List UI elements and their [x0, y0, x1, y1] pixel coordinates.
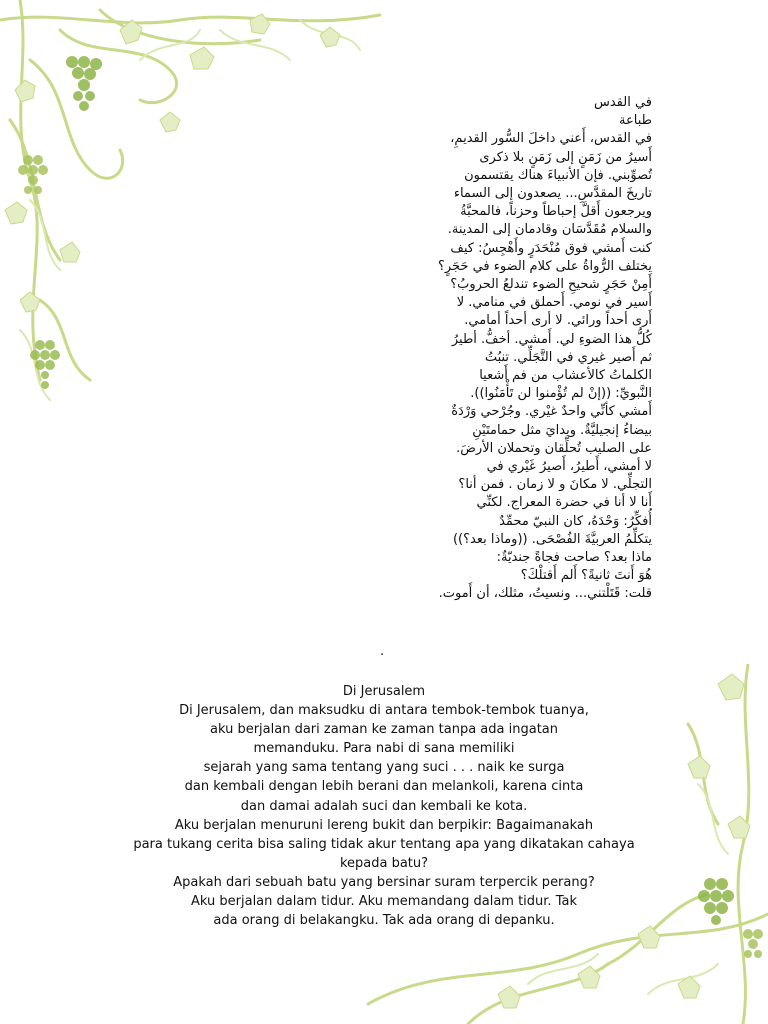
poem-line: التجلِّي. لا مكانَ و لا زمان . فمن أنا؟: [458, 477, 652, 493]
poem-line: أُفكِّرُ: وَحْدَهُ، كان النبيّ محمِّدٌ: [499, 513, 652, 529]
poem-line: والسلام مُقَدَّسَان وقادمان إلى المدينة.: [447, 222, 652, 238]
translation-line: ada orang di belakangku. Tak ada orang di depanku.: [213, 913, 555, 929]
poem-line: ويرجعون أَقلَّ إحباطاً وحزناً، فالمحبَّةُ: [460, 204, 652, 220]
poem-line: أَمشي كأنِّي واحدٌ غيْري. وجُرْحي وَرْدَةٌ: [451, 404, 652, 420]
poem-title: في القدس: [593, 95, 652, 110]
poem-line: تُصوِّبني. فإن الأنبياءَ هناك يقتسمون: [464, 167, 652, 183]
poem-line: لا أمشي، أَطيرُ، أَصيرُ غَيْري في: [486, 459, 652, 475]
translation-title: Di Jerusalem: [342, 684, 426, 699]
translation-line: Apakah dari sebuah batu yang bersinar suram terpercik perang?: [173, 874, 595, 890]
poem-line: أَنا لا أنا في حضرة المعراج. لكنِّي: [476, 495, 652, 511]
poem-line: هُوَ أَنتَ ثانيةً؟ أَلم أَقتلْكَ؟: [520, 568, 652, 584]
translation-line: para tukang cerita bisa saling tidak akur tentang apa yang dikatakan cahaya: [133, 836, 635, 852]
separator-dot: .: [380, 644, 385, 659]
poem-line: أَسير في نومي. أَحملق في منامي. لا: [456, 295, 652, 311]
poem-line: أَسيرُ من زَمَنٍ إلى زَمَنٍ بلا ذكرى: [479, 149, 652, 165]
translation-line: memanduku. Para nabi di sana memiliki: [253, 741, 515, 757]
poem-line: في القدس، أَعني داخلَ السُّور القديمِ،: [450, 131, 652, 147]
poem-line: الكلماتُ كالأعشاب من فم أَشعيا: [479, 368, 652, 384]
translation-line: kepada batu?: [339, 855, 429, 871]
poem-line: قلت: قَتَلْتني... ونسيتُ، مثلك، أن أَموت.: [438, 586, 652, 602]
poem-line: النَّبويِّ: ((إنْ لم تُؤْمنوا لن تَأْمَنُوا)).: [470, 386, 652, 402]
print-label: طباعة: [619, 113, 652, 129]
poem-line: ماذا بعد؟ صاحت فجاةً جنديّةٌ:: [496, 550, 652, 566]
translation-line: dan damai adalah suci dan kembali ke kota.: [240, 798, 528, 814]
translation-line: Aku berjalan dalam tidur. Aku memandang dalam tidur. Tak: [191, 894, 577, 910]
poem-line: بيضاءُ إنجيليَّةٌ. ويدايَ مثل حمامتَيْنِ: [472, 422, 652, 438]
translation-line: dan kembali dengan lebih berani dan melankoli, karena cinta: [184, 779, 584, 795]
translation-line: sejarah yang sama tentang yang suci . . . naik ke surga: [203, 760, 565, 776]
poem-line: تاريخَ المقدَّسِ... يصعدون إلى السماء: [453, 186, 652, 202]
poem-line: على الصليب تُحلِّقان وتحملان الأرضَ.: [456, 440, 652, 456]
poem-line: كنت أَمشي فوق مُنْحَدَرٍ وأَهْجِسُ: كيف: [450, 240, 652, 256]
poem-line: ثم أَصير غيري في التَّجَلِّي. تنبُتُ: [484, 349, 652, 365]
poem-line: أَمِنْ حَجَرٍ شحيحِ الضوء تندلعُ الحروبُ؟: [450, 277, 652, 293]
translation-line: Aku berjalan menuruni lereng bukit dan berpikir: Bagaimanakah: [174, 817, 594, 833]
poem-line: يختلف الرُّواةُ على كلام الضوء في حَجَرٍ؟: [437, 258, 652, 274]
indonesian-translation: [100, 682, 668, 930]
poem-line: يتكلِّمُ العربيَّةَ الفُصْحَى. ((وماذا بعد؟)): [452, 531, 652, 547]
poem-line: كُلُّ هذا الضوءِ لي. أَمشي. أخفُّ. أطيرُ: [451, 331, 652, 347]
translation-line: aku berjalan dari zaman ke zaman tanpa ada ingatan: [209, 722, 559, 738]
arabic-poem: [330, 94, 652, 604]
poem-line: أَرى أحداً ورائي. لا أرى أحداً أمامي.: [464, 313, 652, 329]
translation-line: Di Jerusalem, dan maksudku di antara tembok-tembok tuanya,: [179, 703, 589, 719]
